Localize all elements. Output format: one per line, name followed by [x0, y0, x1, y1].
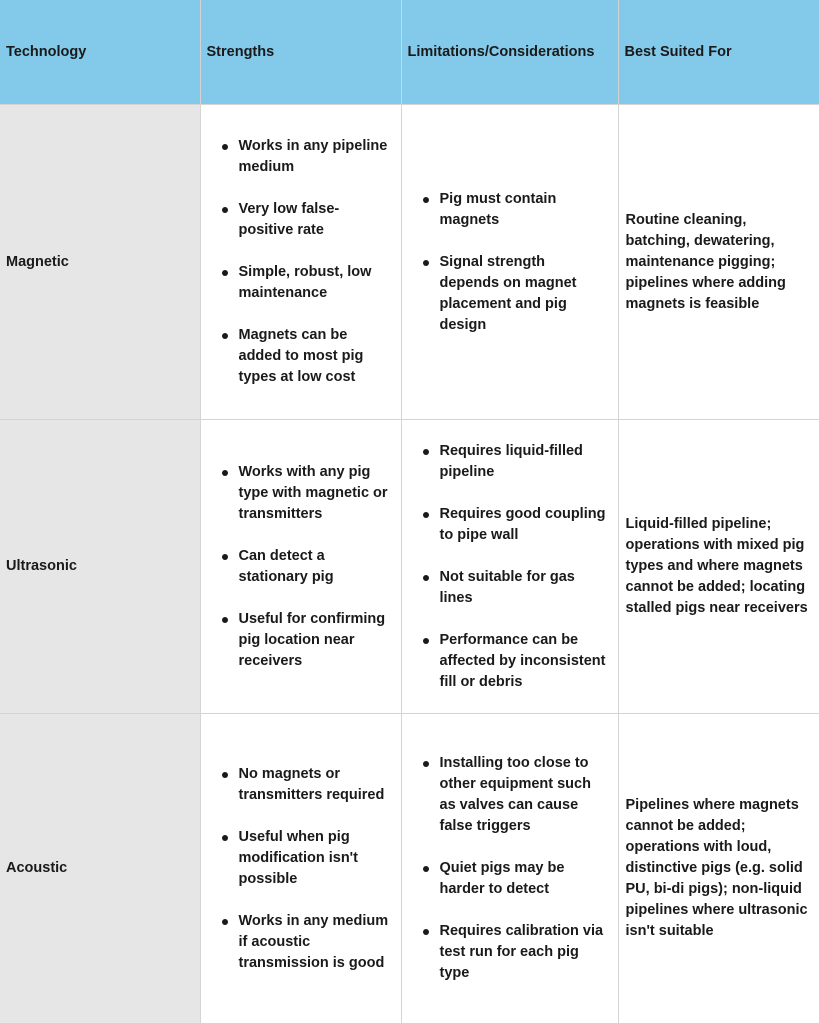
technology-cell: Ultrasonic [0, 420, 200, 714]
list-item: Quiet pigs may be harder to detect [440, 858, 612, 900]
bullet-icon [222, 470, 228, 476]
list-item: Works in any medium if acoustic transmission is good [239, 911, 395, 974]
limitations-list [408, 189, 612, 336]
bullet-icon [423, 449, 429, 455]
bullet-icon [222, 835, 228, 841]
list-item: No magnets or transmitters required [239, 764, 395, 806]
header-limitations: Limitations/Considerations [401, 0, 618, 105]
table-row-acoustic [0, 714, 819, 1024]
header-row [0, 0, 819, 105]
technology-cell: Magnetic [0, 105, 200, 420]
bullet-icon [222, 207, 228, 213]
list-item: Requires liquid-filled pipeline [440, 441, 612, 483]
table-row-ultrasonic [0, 420, 819, 714]
strengths-list [207, 764, 395, 974]
bullet-icon [423, 638, 429, 644]
best-suited-for-cell: Pipelines where magnets cannot be added; operations with loud, distinctive pigs (e.g. solid PU, bi-di pigs); non-liquid pipelines where ultrasonic isn't suitable [618, 714, 819, 1024]
bullet-icon [423, 260, 429, 266]
bullet-icon [222, 617, 228, 623]
list-item: Requires calibration via test run for each pig type [440, 921, 612, 984]
bullet-icon [222, 772, 228, 778]
limitations-list [408, 441, 612, 693]
list-item: Magnets can be added to most pig types at low cost [239, 325, 395, 388]
header-technology: Technology [0, 0, 200, 105]
best-suited-for-cell: Liquid-filled pipeline; operations with mixed pig types and where magnets cannot be added; locating stalled pigs near receivers [618, 420, 819, 714]
best-suited-for-cell: Routine cleaning, batching, dewatering, maintenance pigging; pipelines where adding magnets is feasible [618, 105, 819, 420]
strengths-cell [200, 420, 401, 714]
bullet-icon [423, 197, 429, 203]
strengths-cell [200, 105, 401, 420]
header-strengths: Strengths [200, 0, 401, 105]
bullet-icon [222, 554, 228, 560]
bullet-icon [222, 144, 228, 150]
table-row-magnetic [0, 105, 819, 420]
list-item: Simple, robust, low maintenance [239, 262, 395, 304]
strengths-cell [200, 714, 401, 1024]
bullet-icon [222, 333, 228, 339]
list-item: Requires good coupling to pipe wall [440, 504, 612, 546]
list-item: Very low false-positive rate [239, 199, 395, 241]
strengths-list [207, 136, 395, 388]
list-item: Pig must contain magnets [440, 189, 612, 231]
bullet-icon [222, 919, 228, 925]
strengths-list [207, 462, 395, 672]
list-item: Signal strength depends on magnet placement and pig design [440, 252, 612, 336]
limitations-cell [401, 105, 618, 420]
list-item: Useful when pig modification isn't possible [239, 827, 395, 890]
header-best-suited-for: Best Suited For [618, 0, 819, 105]
list-item: Useful for confirming pig location near receivers [239, 609, 395, 672]
list-item: Can detect a stationary pig [239, 546, 395, 588]
list-item: Not suitable for gas lines [440, 567, 612, 609]
list-item: Works in any pipeline medium [239, 136, 395, 178]
bullet-icon [423, 575, 429, 581]
list-item: Performance can be affected by inconsistent fill or debris [440, 630, 612, 693]
bullet-icon [423, 929, 429, 935]
limitations-list [408, 753, 612, 984]
bullet-icon [423, 866, 429, 872]
bullet-icon [423, 512, 429, 518]
limitations-cell [401, 714, 618, 1024]
technology-cell: Acoustic [0, 714, 200, 1024]
bullet-icon [222, 270, 228, 276]
list-item: Works with any pig type with magnetic or transmitters [239, 462, 395, 525]
limitations-cell [401, 420, 618, 714]
list-item: Installing too close to other equipment such as valves can cause false triggers [440, 753, 612, 837]
bullet-icon [423, 761, 429, 767]
